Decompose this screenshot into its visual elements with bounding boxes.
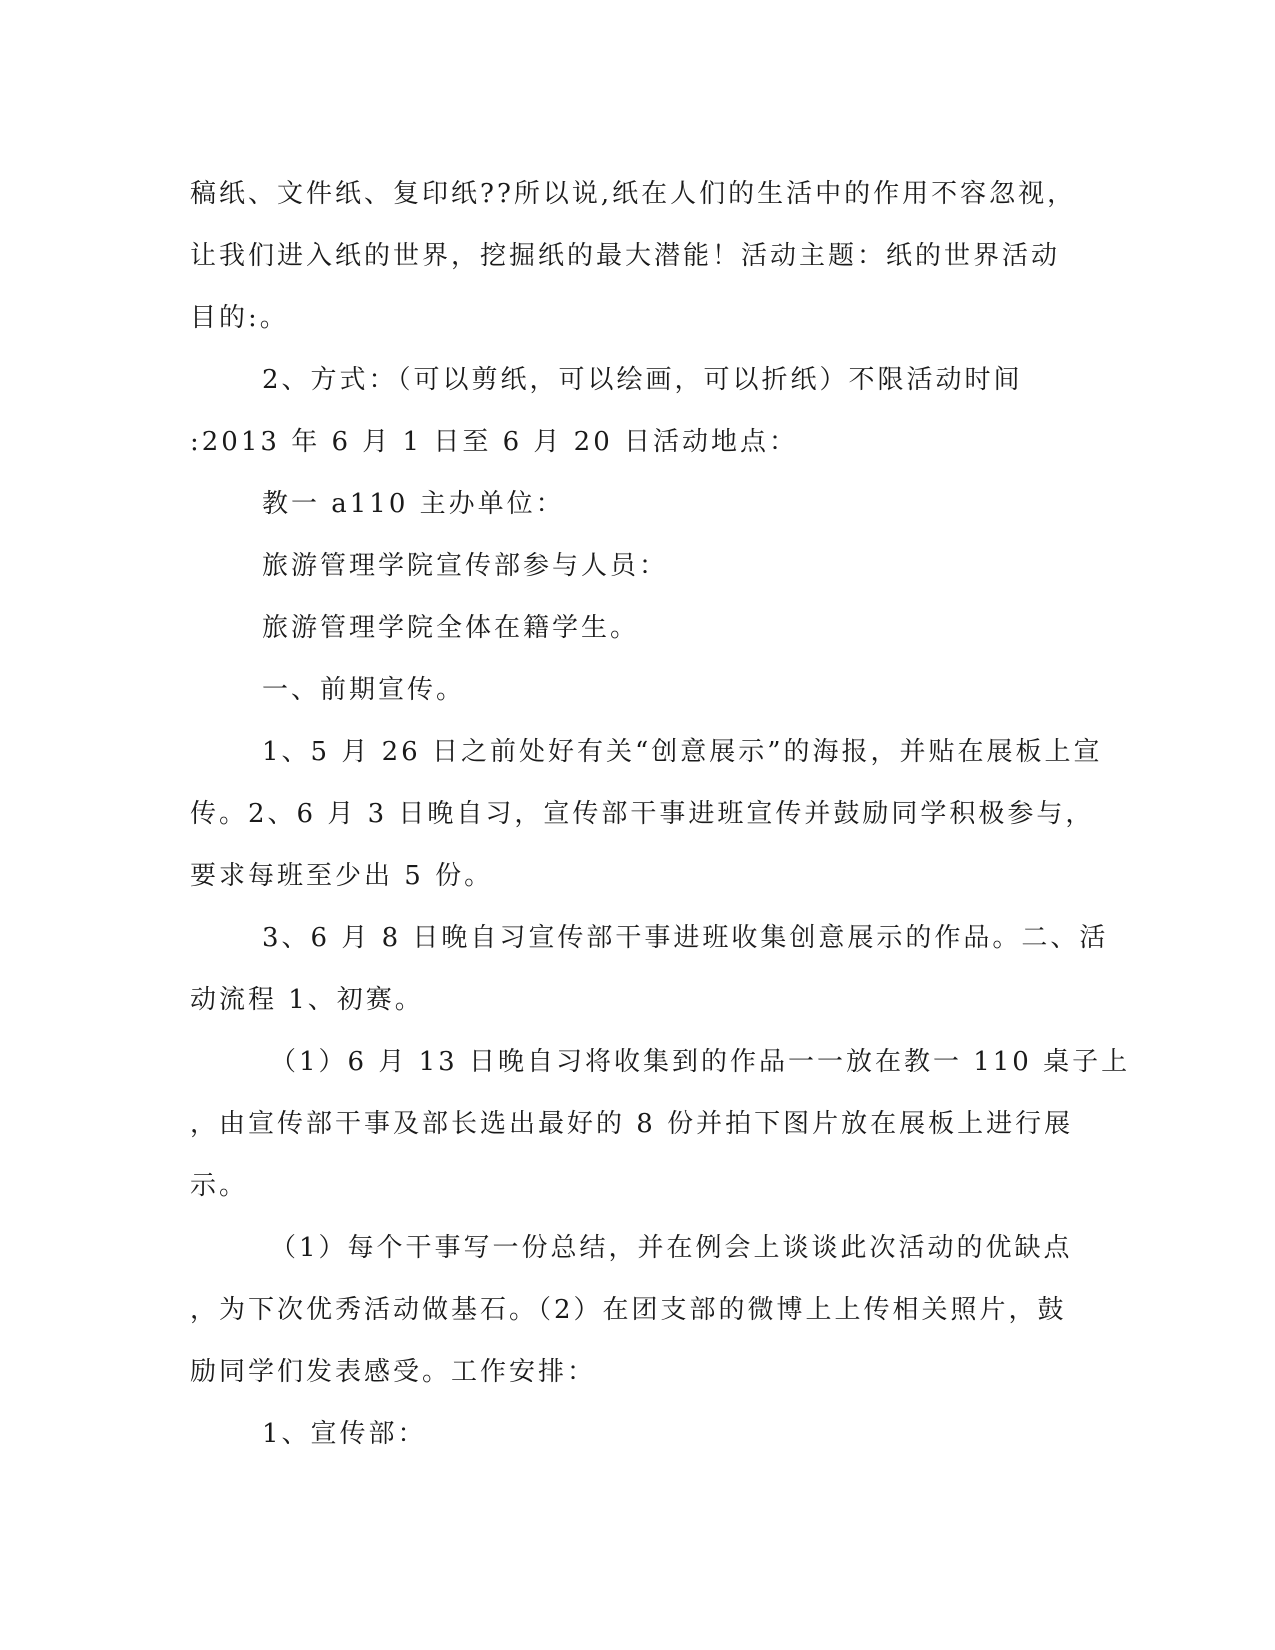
paragraph-line: 动流程 1、初赛。 <box>190 985 424 1015</box>
paragraph-line: 1、宣传部： <box>262 1419 427 1449</box>
paragraph-line: 旅游管理学院全体在籍学生。 <box>262 613 640 643</box>
paragraph-line: 教一 a110 主办单位： <box>262 489 565 519</box>
paragraph-line: 1、5 月 26 日之前处好有关“创意展示”的海报，并贴在展板上宣 <box>262 737 1103 767</box>
paragraph-line: （1）6 月 13 日晚自习将收集到的作品一一放在教一 110 桌子上 <box>270 1047 1131 1077</box>
paragraph-line: 3、6 月 8 日晚自习宣传部干事进班收集创意展示的作品。二、活 <box>262 923 1109 953</box>
paragraph-line: 稿纸、文件纸、复印纸??所以说,纸在人们的生活中的作用不容忽视， <box>190 179 1077 209</box>
paragraph-line: ，为下次优秀活动做基石。（2）在团支部的微博上上传相关照片，鼓 <box>190 1295 1067 1325</box>
paragraph-line: ，由宣传部干事及部长选出最好的 8 份并拍下图片放在展板上进行展 <box>190 1109 1074 1139</box>
paragraph-line: 要求每班至少出 5 份。 <box>190 861 494 891</box>
paragraph-line: 一、前期宣传。 <box>262 675 466 705</box>
paragraph-line: 旅游管理学院宣传部参与人员： <box>262 551 669 581</box>
paragraph-line: 传。2、6 月 3 日晚自习，宣传部干事进班宣传并鼓励同学积极参与， <box>190 799 1095 829</box>
paragraph-line: :2013 年 6 月 1 日至 6 月 20 日活动地点： <box>190 427 799 457</box>
paragraph-line: （1）每个干事写一份总结，并在例会上谈谈此次活动的优缺点 <box>270 1233 1073 1263</box>
paragraph-line: 示。 <box>190 1171 249 1201</box>
paragraph-line: 让我们进入纸的世界，挖掘纸的最大潜能！活动主题：纸的世界活动 <box>190 241 1061 271</box>
document-body <box>190 163 1131 1465</box>
paragraph-line: 励同学们发表感受。工作安排： <box>190 1357 597 1387</box>
paragraph-line: 目的:。 <box>190 303 289 333</box>
paragraph-line: 2、方式：（可以剪纸，可以绘画，可以折纸）不限活动时间 <box>262 365 1023 395</box>
